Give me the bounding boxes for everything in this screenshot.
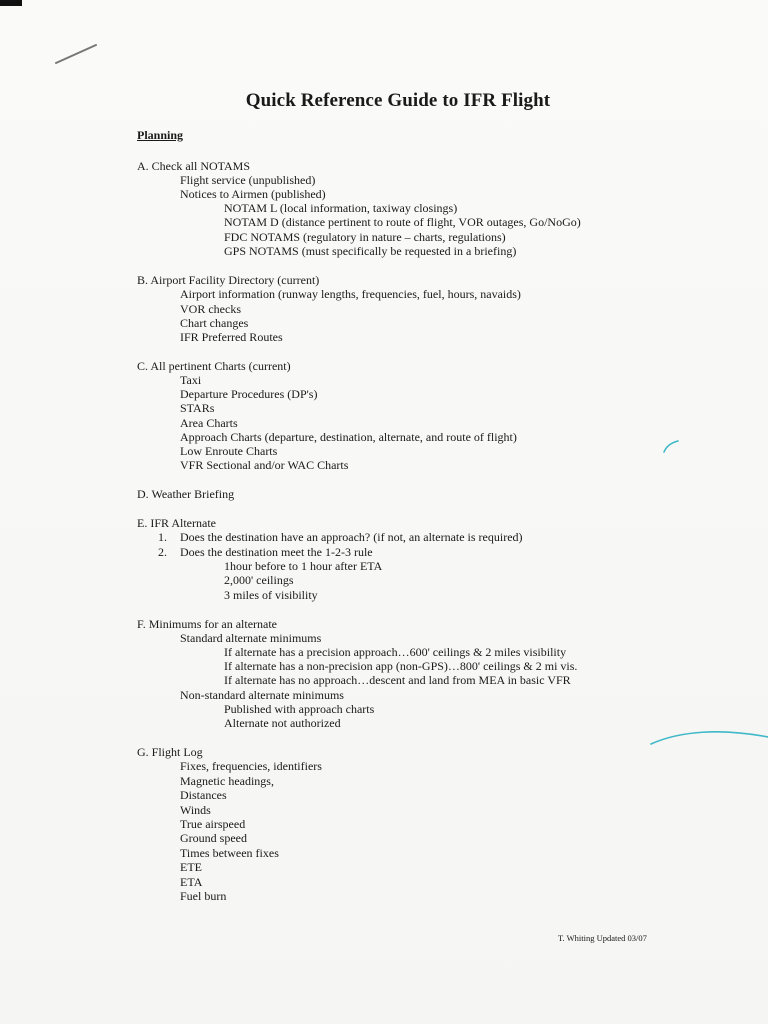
section-c-item: Approach Charts (departure, destination, alternate, and route of flight) [180,430,517,444]
section-g-item: ETE [180,860,202,874]
section-e-subitem: 3 miles of visibility [224,588,318,602]
section-g-item: True airspeed [180,817,246,831]
pen-stroke-top [56,45,96,63]
section-a-item: Notices to Airmen (published) [180,187,326,201]
section-e-item: Does the destination meet the 1-2-3 rule [180,545,373,559]
section-b-item: VOR checks [180,302,241,316]
section-g-item: Fixes, frequencies, identifiers [180,759,322,773]
section-b-item: Airport information (runway lengths, frequencies, fuel, hours, navaids) [180,287,521,301]
document-title: Quick Reference Guide to IFR Flight [245,90,551,111]
section-e-subitem: 2,000' ceilings [224,573,294,587]
section-heading-planning: Planning [137,128,184,142]
section-c-heading: C. All pertinent Charts (current) [137,359,291,373]
section-g-item: Magnetic headings, [180,774,274,788]
section-g-heading: G. Flight Log [137,745,203,759]
section-f-standard-label: Standard alternate minimums [180,631,322,645]
section-a-item: Flight service (unpublished) [180,173,316,187]
section-a-subitem: NOTAM D (distance pertinent to route of flight, VOR outages, Go/NoGo) [224,215,581,229]
section-a-heading: A. Check all NOTAMS [137,159,251,173]
section-g-item: ETA [180,875,203,889]
section-c-item: Departure Procedures (DP's) [180,387,318,401]
section-g-item: Winds [180,803,211,817]
section-b-item: IFR Preferred Routes [180,330,283,344]
section-g-item: Times between fixes [180,846,279,860]
section-g-item: Fuel burn [180,889,227,903]
footer-author-date: T. Whiting Updated 03/07 [558,933,647,943]
section-c-item: Low Enroute Charts [180,444,278,458]
section-f-standard-item: If alternate has a non-precision app (non-GPS)…800' ceilings & 2 mi vis. [224,659,578,673]
section-e-heading: E. IFR Alternate [137,516,216,530]
section-f-standard-item: If alternate has no approach…descent and land from MEA in basic VFR [224,673,571,687]
section-e-number: 2. [158,545,167,559]
section-f-nonstandard-item: Alternate not authorized [224,716,341,730]
section-f-heading: F. Minimums for an alternate [137,617,278,631]
section-f-nonstandard-label: Non-standard alternate minimums [180,688,344,702]
section-b-item: Chart changes [180,316,249,330]
section-c-item: VFR Sectional and/or WAC Charts [180,458,349,472]
pen-curve-right [651,732,768,744]
section-e-number: 1. [158,530,167,544]
section-d-heading: D. Weather Briefing [137,487,235,501]
section-a-subitem: GPS NOTAMS (must specifically be requested in a briefing) [224,244,517,258]
pen-tick-right [664,441,678,452]
section-f-nonstandard-item: Published with approach charts [224,702,375,716]
section-a-subitem: FDC NOTAMS (regulatory in nature – charts, regulations) [224,230,506,244]
section-c-item: Area Charts [180,416,238,430]
section-e-subitem: 1hour before to 1 hour after ETA [224,559,383,573]
section-c-item: STARs [180,401,215,415]
section-c-item: Taxi [180,373,202,387]
section-g-item: Ground speed [180,831,247,845]
section-b-heading: B. Airport Facility Directory (current) [137,273,320,287]
section-f-standard-item: If alternate has a precision approach…600' ceilings & 2 miles visibility [224,645,567,659]
section-e-item: Does the destination have an approach? (if not, an alternate is required) [180,530,523,544]
section-a-subitem: NOTAM L (local information, taxiway closings) [224,201,458,215]
section-g-item: Distances [180,788,227,802]
